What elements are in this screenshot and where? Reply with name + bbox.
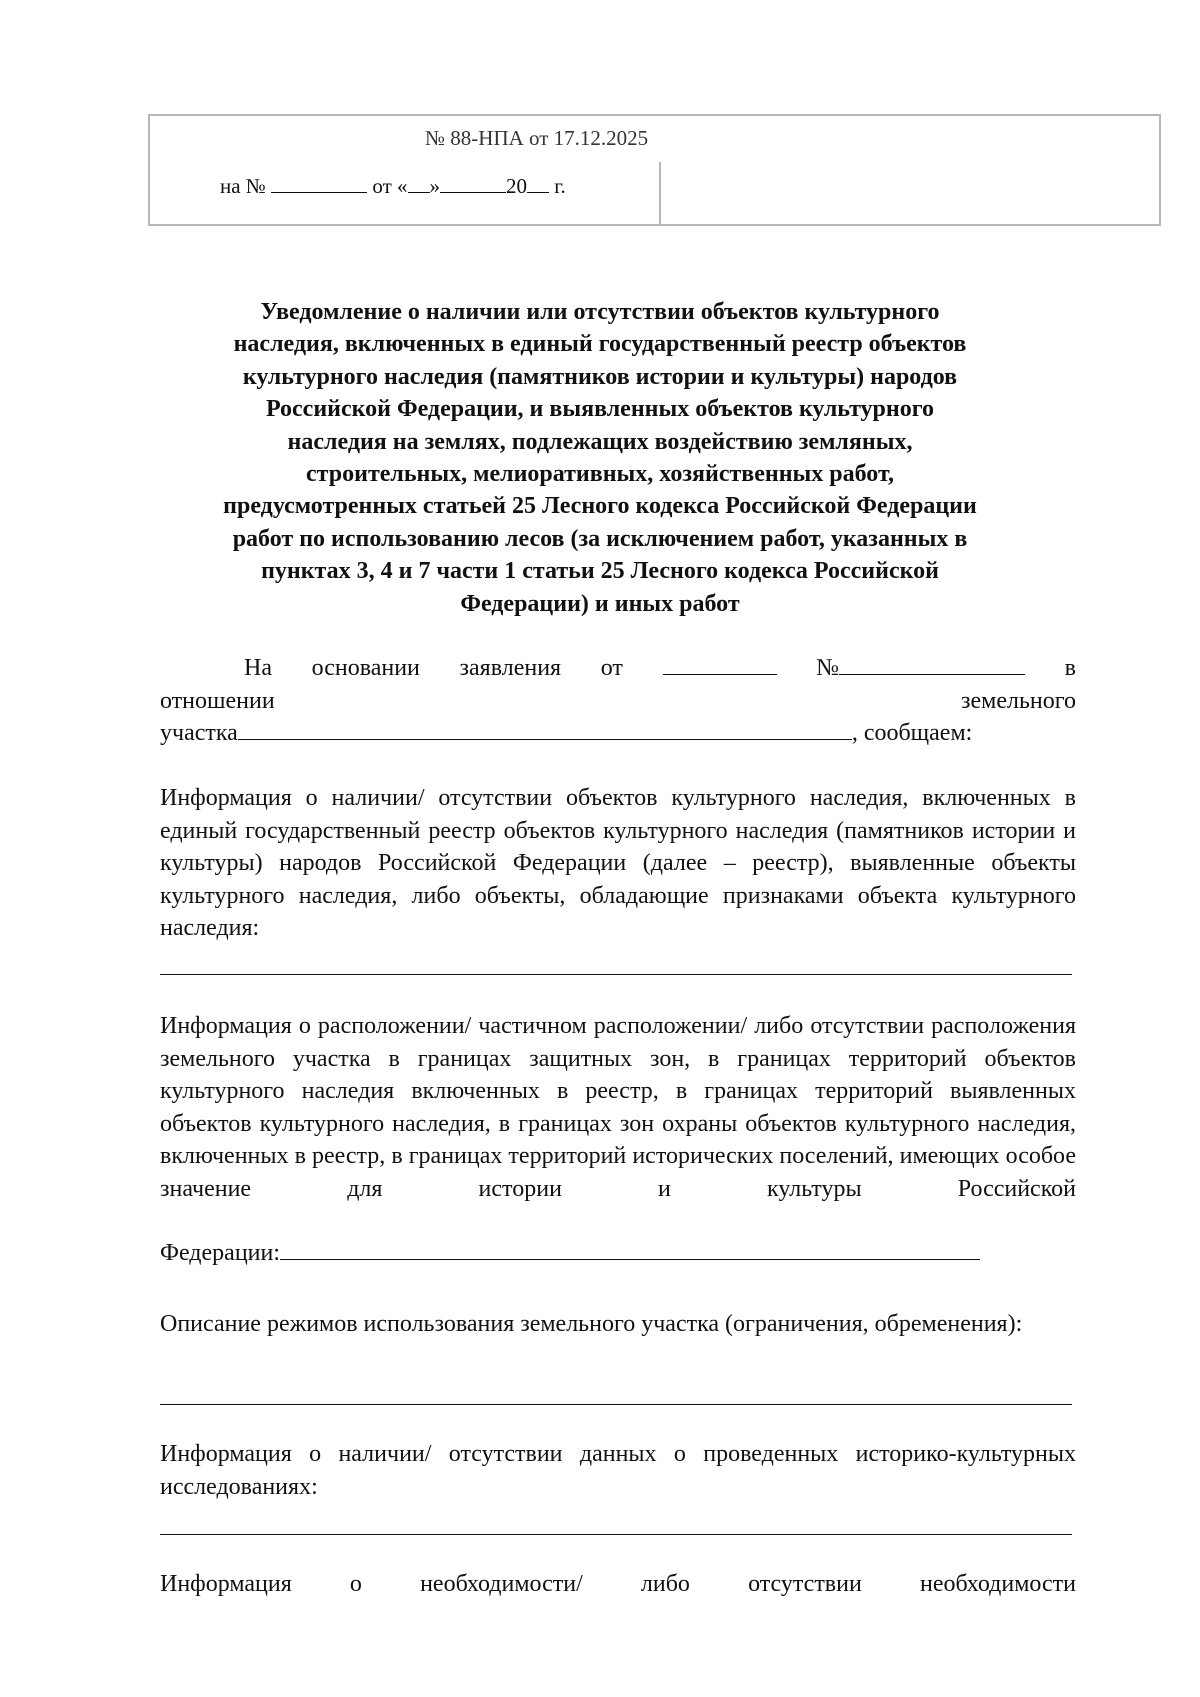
ref-prefix: на № [220, 174, 266, 198]
number-sign: № [816, 655, 840, 681]
document-title [150, 296, 1050, 620]
location-info-paragraph: Информация о расположении/ частичном расположении/ либо отсутствии расположения земельного участка в границах защитных зон, в границах территорий объектов культурного наследия включенных в реестр, в границах территорий выявленных объектов культурного наследия, в границах зон охраны объектов культурного наследия, включенных в реестр, в границах территорий исторических поселений, имеющих особое значение для истории и культуры Российской [160, 1013, 1076, 1202]
application-date-blank [663, 652, 777, 675]
title-line: культурного наследия (памятников истории и культуры) народов [242, 363, 958, 390]
intro-word: основании [311, 655, 420, 681]
ref-suffix: г. [554, 174, 566, 198]
research-info-blank [160, 1534, 1072, 1535]
ref-number-blank [271, 170, 367, 193]
title-line: работ по использованию лесов (за исключением работ, указанных в [232, 525, 968, 552]
title-line: строительных, мелиоративных, хозяйственных работ, [306, 461, 894, 488]
regimes-info-blank [160, 1404, 1072, 1405]
title-line: предусмотренных статьей 25 Лесного кодекса Российской Федерации [223, 493, 977, 520]
title-line: Уведомление о наличии или отсутствии объектов культурного [260, 299, 940, 325]
research-info-paragraph: Информация о наличии/ отсутствии данных о проведенных историко-культурных исследованиях: [160, 1441, 1076, 1500]
ref-month-blank [440, 170, 506, 193]
title-line: пунктах 3, 4 и 7 части 1 статьи 25 Лесного кодекса Российской [261, 558, 939, 585]
intro-word: На [244, 655, 272, 681]
regimes-info-paragraph: Описание режимов использования земельного участка (ограничения, обременения): [160, 1311, 1023, 1337]
intro-word: земельного [961, 687, 1076, 714]
title-line: Российской Федерации, и выявленных объектов культурного [265, 396, 935, 423]
ref-year: 20 [506, 174, 528, 198]
intro-word: в [1064, 655, 1076, 681]
intro-paragraph [160, 652, 1076, 750]
box-divider [659, 162, 661, 226]
intro-line-1 [160, 652, 1076, 685]
intro-word: от [600, 655, 623, 681]
intro-word: заявления [459, 655, 562, 681]
necessity-info-paragraph: Информация о необходимости/ либо отсутствии необходимости [160, 1571, 1076, 1597]
intro-line-2 [160, 685, 1076, 718]
location-info-last-line [160, 1237, 1076, 1270]
title-line: наследия на землях, подлежащих воздействию земляных, [287, 428, 913, 455]
title-line: наследия, включенных в единый государственный реестр объектов [233, 331, 967, 358]
ref-day-blank [408, 170, 430, 193]
heritage-info-blank [160, 974, 1072, 975]
intro-word: участка [160, 720, 238, 747]
document-number: № 88-НПА от 17.12.2025 [425, 126, 649, 150]
application-number-blank [839, 652, 1025, 675]
intro-word: , сообщаем: [851, 720, 973, 747]
location-info-label: Федерации: [160, 1240, 281, 1266]
heritage-info-paragraph: Информация о наличии/ отсутствии объектов культурного наследия, включенных в единый государственный реестр объектов культурного наследия (памятников истории и культуры) народов Российской Федерации (далее – реестр), выявленные объекты культурного наследия, либо объекты, обладающие признаками объекта культурного наследия: [160, 785, 1076, 942]
intro-line-3 [160, 717, 1076, 750]
application-number-field [816, 652, 1025, 685]
registration-box [148, 114, 1161, 226]
location-info-blank [280, 1237, 980, 1260]
reference-line [220, 170, 566, 199]
title-line: Федерации) и иных работ [460, 590, 740, 617]
ref-from: от « [372, 174, 408, 198]
intro-word: отношении [160, 687, 275, 714]
ref-quote-close: » [429, 174, 441, 198]
land-plot-blank [238, 717, 852, 740]
ref-year-blank [527, 170, 549, 193]
